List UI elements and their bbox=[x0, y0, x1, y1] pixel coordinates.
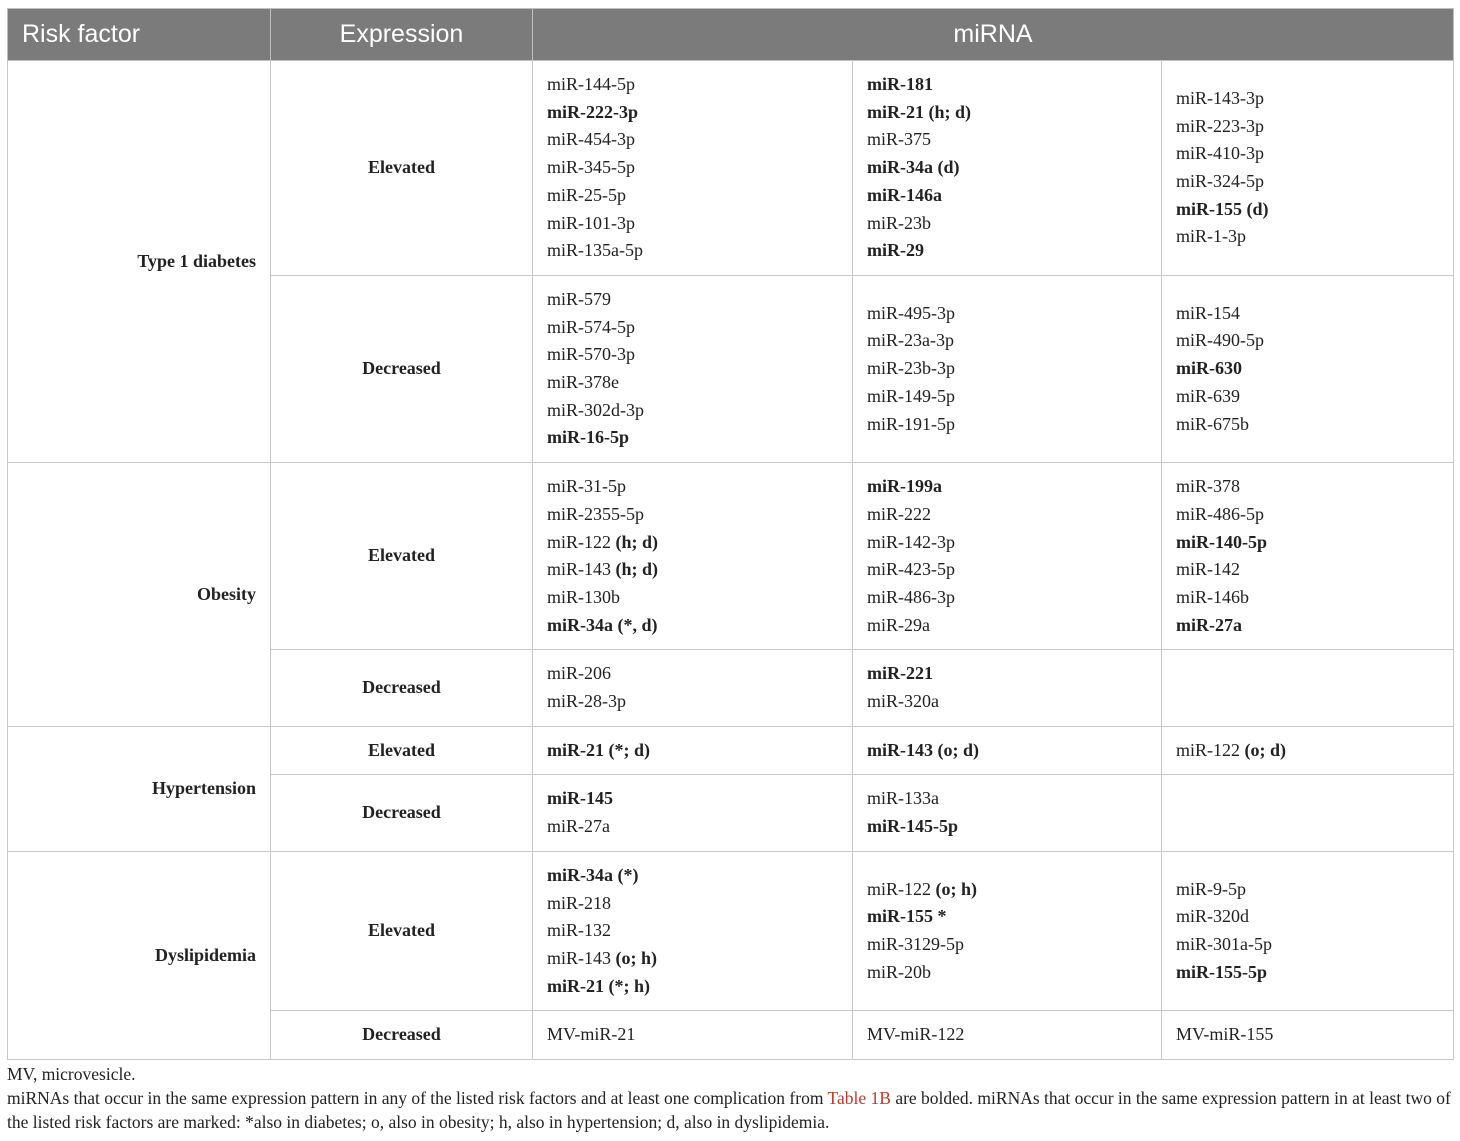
mirna-item bbox=[547, 99, 838, 127]
mirna-name: miR-146a bbox=[867, 184, 942, 205]
mirna-name: miR-302d-3p bbox=[547, 399, 644, 420]
mirna-name: miR-154 bbox=[1176, 302, 1241, 323]
mirna-name: miR-146b bbox=[1176, 586, 1250, 607]
mirna-item bbox=[547, 660, 838, 688]
mirna-marker: (h; d) bbox=[924, 101, 972, 122]
mirna-name: miR-454-3p bbox=[547, 129, 635, 150]
mirna-name: miR-410-3p bbox=[1176, 143, 1264, 164]
mirna-cell bbox=[533, 775, 853, 851]
mirna-cell bbox=[533, 1011, 853, 1060]
mirna-item bbox=[867, 327, 1147, 355]
mirna-name: miR-320a bbox=[867, 691, 939, 712]
mirna-name: miR-23a-3p bbox=[867, 330, 954, 351]
mirna-item bbox=[547, 973, 838, 1001]
mirna-name: miR-221 bbox=[867, 663, 933, 684]
mirna-item bbox=[547, 424, 838, 452]
mirna-cell bbox=[853, 463, 1162, 650]
mirna-name: miR-486-3p bbox=[867, 586, 955, 607]
mirna-marker: (*, d) bbox=[613, 614, 658, 635]
mirna-cell bbox=[853, 1011, 1162, 1060]
mirna-name: miR-378e bbox=[547, 372, 619, 393]
mirna-item bbox=[547, 688, 838, 716]
mirna-item bbox=[1176, 411, 1439, 439]
table-footnotes bbox=[7, 1062, 1453, 1134]
mirna-name: miR-142 bbox=[1176, 559, 1241, 580]
note-text-start: miRNAs that occur in the same expression pattern in any of the listed risk factors and at least one complication from bbox=[7, 1088, 828, 1108]
risk-factor-dyslipidemia: Dyslipidemia bbox=[8, 851, 271, 1059]
mirna-item bbox=[547, 237, 838, 265]
mirna-name: miR-132 bbox=[547, 920, 612, 941]
bold-marking-note bbox=[7, 1086, 1453, 1134]
mirna-cell bbox=[853, 726, 1162, 775]
mirna-item bbox=[867, 688, 1147, 716]
mirna-name: miR-28-3p bbox=[547, 691, 626, 712]
mirna-name: miR-206 bbox=[547, 663, 612, 684]
mirna-item bbox=[867, 237, 1147, 265]
mirna-marker: (*; d) bbox=[604, 739, 650, 760]
mirna-name: miR-486-5p bbox=[1176, 503, 1264, 524]
table-row bbox=[8, 463, 1454, 650]
mirna-item bbox=[1176, 529, 1439, 557]
mirna-name: miR-135a-5p bbox=[547, 240, 643, 261]
mirna-name: miR-101-3p bbox=[547, 212, 635, 233]
mirna-item bbox=[1176, 931, 1439, 959]
mirna-item bbox=[867, 556, 1147, 584]
mirna-item bbox=[547, 397, 838, 425]
mirna-name: miR-423-5p bbox=[867, 559, 955, 580]
mirna-item bbox=[547, 584, 838, 612]
mirna-marker: (*; h) bbox=[604, 975, 650, 996]
mirna-name: miR-155 bbox=[1176, 198, 1242, 219]
mirna-item bbox=[867, 473, 1147, 501]
mirna-marker: (o; d) bbox=[1240, 739, 1287, 760]
mirna-item bbox=[867, 584, 1147, 612]
mirna-cell bbox=[533, 463, 853, 650]
mirna-item bbox=[547, 556, 838, 584]
mirna-cell bbox=[1162, 463, 1454, 650]
mirna-name: MV-miR-155 bbox=[1176, 1024, 1274, 1045]
mirna-item bbox=[867, 99, 1147, 127]
mirna-name: miR-155 bbox=[867, 906, 933, 927]
expression-cell: Elevated bbox=[271, 851, 533, 1011]
mirna-name: miR-143-3p bbox=[1176, 87, 1264, 108]
mirna-item bbox=[547, 813, 838, 841]
table-row bbox=[8, 726, 1454, 775]
mirna-name: miR-345-5p bbox=[547, 157, 635, 178]
mirna-cell bbox=[853, 650, 1162, 726]
mirna-cell bbox=[853, 275, 1162, 462]
mirna-item bbox=[867, 1021, 1147, 1049]
mirna-item bbox=[1176, 876, 1439, 904]
risk-factor-type-1-diabetes: Type 1 diabetes bbox=[8, 61, 271, 463]
mirna-item bbox=[547, 501, 838, 529]
expression-cell: Decreased bbox=[271, 275, 533, 462]
mirna-marker: (d) bbox=[933, 157, 960, 178]
mirna-name: miR-16-5p bbox=[547, 427, 629, 448]
mirna-name: miR-122 bbox=[1176, 739, 1241, 760]
mirna-cell bbox=[853, 61, 1162, 276]
mirna-name: miR-143 bbox=[867, 739, 933, 760]
mirna-cell bbox=[533, 61, 853, 276]
mirna-item bbox=[547, 473, 838, 501]
mirna-name: miR-199a bbox=[867, 476, 942, 497]
mirna-item bbox=[547, 529, 838, 557]
mirna-cell bbox=[853, 851, 1162, 1011]
mirna-name: miR-31-5p bbox=[547, 476, 626, 497]
expression-cell: Elevated bbox=[271, 463, 533, 650]
mirna-name: miR-375 bbox=[867, 129, 932, 150]
mirna-item bbox=[867, 501, 1147, 529]
mirna-item bbox=[547, 945, 838, 973]
table-row bbox=[8, 61, 1454, 276]
mirna-name: miR-29 bbox=[867, 240, 924, 261]
mirna-name: miR-191-5p bbox=[867, 413, 955, 434]
mirna-item bbox=[867, 660, 1147, 688]
mirna-item bbox=[547, 126, 838, 154]
mirna-name: miR-29a bbox=[867, 614, 930, 635]
mirna-marker: (d) bbox=[1242, 198, 1269, 219]
mirna-item bbox=[1176, 85, 1439, 113]
mirna-item bbox=[547, 890, 838, 918]
mirna-item bbox=[547, 1021, 838, 1049]
mirna-name: miR-570-3p bbox=[547, 344, 635, 365]
mirna-marker: (o; h) bbox=[931, 878, 978, 899]
table-row bbox=[8, 851, 1454, 1011]
mirna-item bbox=[867, 154, 1147, 182]
mirna-name: miR-181 bbox=[867, 74, 933, 94]
mirna-name: miR-140-5p bbox=[1176, 531, 1267, 552]
mirna-name: miR-301a-5p bbox=[1176, 934, 1272, 955]
expression-cell: Elevated bbox=[271, 61, 533, 276]
mirna-cell bbox=[533, 275, 853, 462]
mirna-item bbox=[547, 785, 838, 813]
mirna-cell bbox=[1162, 726, 1454, 775]
mirna-item bbox=[867, 612, 1147, 640]
mirna-item bbox=[547, 341, 838, 369]
mirna-name: miR-25-5p bbox=[547, 184, 626, 205]
mirna-name: MV-miR-21 bbox=[547, 1024, 636, 1045]
mirna-name: miR-21 bbox=[547, 975, 604, 996]
mirna-item bbox=[867, 785, 1147, 813]
mirna-marker: (o; d) bbox=[933, 739, 979, 760]
mirna-item bbox=[867, 737, 1147, 765]
mirna-marker: (o; h) bbox=[611, 947, 658, 968]
mirna-name: miR-222-3p bbox=[547, 101, 638, 122]
mirna-item bbox=[1176, 327, 1439, 355]
mirna-cell bbox=[533, 851, 853, 1011]
mirna-item bbox=[1176, 168, 1439, 196]
mirna-name: miR-142-3p bbox=[867, 531, 955, 552]
mirna-item bbox=[1176, 501, 1439, 529]
mirna-item bbox=[867, 355, 1147, 383]
mirna-name: miR-639 bbox=[1176, 385, 1241, 406]
mirna-item bbox=[867, 411, 1147, 439]
mirna-cell bbox=[853, 775, 1162, 851]
mirna-name: miR-218 bbox=[547, 892, 612, 913]
mirna-name: miR-1-3p bbox=[1176, 226, 1246, 247]
mirna-name: miR-2355-5p bbox=[547, 503, 644, 524]
mirna-name: miR-23b bbox=[867, 212, 932, 233]
mirna-item bbox=[867, 813, 1147, 841]
mirna-marker: (h; d) bbox=[611, 531, 659, 552]
mirna-name: miR-144-5p bbox=[547, 74, 635, 94]
abbreviation-note: MV, microvesicle. bbox=[7, 1064, 136, 1084]
expression-cell: Decreased bbox=[271, 1011, 533, 1060]
mirna-item bbox=[547, 182, 838, 210]
mirna-name: miR-34a bbox=[547, 864, 613, 885]
mirna-item bbox=[547, 314, 838, 342]
mirna-marker: (*) bbox=[613, 864, 639, 885]
mirna-cell bbox=[533, 650, 853, 726]
mirna-item bbox=[867, 71, 1147, 99]
mirna-item bbox=[867, 529, 1147, 557]
mirna-name: miR-324-5p bbox=[1176, 170, 1264, 191]
mirna-item bbox=[1176, 556, 1439, 584]
mirna-item bbox=[547, 737, 838, 765]
mirna-item bbox=[1176, 223, 1439, 251]
mirna-item bbox=[547, 862, 838, 890]
mirna-name: miR-490-5p bbox=[1176, 330, 1264, 351]
header-row bbox=[8, 9, 1454, 61]
mirna-cell bbox=[1162, 775, 1454, 851]
mirna-item bbox=[547, 917, 838, 945]
mirna-name: miR-27a bbox=[547, 816, 610, 837]
mirna-item bbox=[1176, 140, 1439, 168]
mirna-item bbox=[1176, 196, 1439, 224]
expression-cell: Decreased bbox=[271, 650, 533, 726]
mirna-name: miR-149-5p bbox=[867, 385, 955, 406]
mirna-cell bbox=[1162, 1011, 1454, 1060]
mirna-name: miR-145-5p bbox=[867, 816, 958, 837]
mirna-item bbox=[1176, 959, 1439, 987]
mirna-item bbox=[547, 286, 838, 314]
expression-cell: Decreased bbox=[271, 775, 533, 851]
mirna-cell bbox=[1162, 275, 1454, 462]
mirna-item bbox=[867, 126, 1147, 154]
mirna-item bbox=[547, 210, 838, 238]
mirna-name: miR-9-5p bbox=[1176, 878, 1246, 899]
mirna-item bbox=[547, 71, 838, 99]
mirna-name: miR-320d bbox=[1176, 906, 1250, 927]
mirna-item bbox=[1176, 113, 1439, 141]
table-1b-link[interactable]: Table 1B bbox=[827, 1088, 891, 1108]
mirna-name: miR-495-3p bbox=[867, 302, 955, 323]
mirna-name: miR-122 bbox=[867, 878, 932, 899]
mirna-item bbox=[1176, 737, 1439, 765]
mirna-item bbox=[1176, 903, 1439, 931]
risk-factor-obesity: Obesity bbox=[8, 463, 271, 727]
header-risk-factor: Risk factor bbox=[8, 9, 271, 61]
mirna-name: miR-3129-5p bbox=[867, 934, 964, 955]
expression-cell: Elevated bbox=[271, 726, 533, 775]
mirna-cell bbox=[533, 726, 853, 775]
mirna-cell bbox=[1162, 650, 1454, 726]
header-expression: Expression bbox=[271, 9, 533, 61]
mirna-marker: (h; d) bbox=[611, 559, 659, 580]
mirna-item bbox=[1176, 612, 1439, 640]
mirna-name: miR-143 bbox=[547, 559, 612, 580]
mirna-name: miR-130b bbox=[547, 586, 621, 607]
mirna-name: miR-34a bbox=[547, 614, 613, 635]
mirna-cell bbox=[1162, 61, 1454, 276]
mirna-item bbox=[867, 931, 1147, 959]
mirna-name: miR-122 bbox=[547, 531, 612, 552]
mirna-name: miR-675b bbox=[1176, 413, 1250, 434]
mirna-item bbox=[867, 959, 1147, 987]
mirna-risk-factor-table bbox=[7, 8, 1454, 1060]
mirna-item bbox=[1176, 1021, 1439, 1049]
mirna-name: miR-223-3p bbox=[1176, 115, 1264, 136]
mirna-name: miR-378 bbox=[1176, 476, 1241, 497]
mirna-name: miR-133a bbox=[867, 788, 939, 809]
mirna-name: miR-145 bbox=[547, 788, 613, 809]
mirna-item bbox=[1176, 300, 1439, 328]
mirna-name: miR-27a bbox=[1176, 614, 1242, 635]
mirna-name: miR-574-5p bbox=[547, 316, 635, 337]
mirna-marker: * bbox=[933, 906, 947, 927]
mirna-name: miR-21 bbox=[547, 739, 604, 760]
mirna-name: miR-20b bbox=[867, 961, 932, 982]
mirna-name: miR-23b-3p bbox=[867, 358, 955, 379]
mirna-item bbox=[867, 876, 1147, 904]
mirna-item bbox=[547, 612, 838, 640]
mirna-name: miR-21 bbox=[867, 101, 924, 122]
mirna-name: miR-143 bbox=[547, 947, 612, 968]
mirna-cell bbox=[1162, 851, 1454, 1011]
mirna-item bbox=[547, 369, 838, 397]
mirna-item bbox=[867, 182, 1147, 210]
mirna-item bbox=[547, 154, 838, 182]
mirna-name: miR-222 bbox=[867, 503, 932, 524]
header-mirna: miRNA bbox=[533, 9, 1454, 61]
note-text-end: are bolded. miRNAs that occur in the same expression pattern in at least two of the listed risk factors are marked: *also in diabetes; o, also in obesity; h, also in hypertension; d, also in dyslipidemia. bbox=[7, 1088, 1451, 1132]
mirna-item bbox=[867, 300, 1147, 328]
mirna-name: miR-155-5p bbox=[1176, 961, 1267, 982]
mirna-name: miR-579 bbox=[547, 288, 612, 309]
mirna-item bbox=[1176, 383, 1439, 411]
risk-factor-hypertension: Hypertension bbox=[8, 726, 271, 851]
mirna-name: miR-630 bbox=[1176, 358, 1242, 379]
mirna-item bbox=[867, 383, 1147, 411]
mirna-name: MV-miR-122 bbox=[867, 1024, 965, 1045]
mirna-item bbox=[1176, 584, 1439, 612]
mirna-item bbox=[867, 210, 1147, 238]
mirna-name: miR-34a bbox=[867, 157, 933, 178]
mirna-item bbox=[1176, 473, 1439, 501]
mirna-item bbox=[1176, 355, 1439, 383]
mirna-item bbox=[867, 903, 1147, 931]
